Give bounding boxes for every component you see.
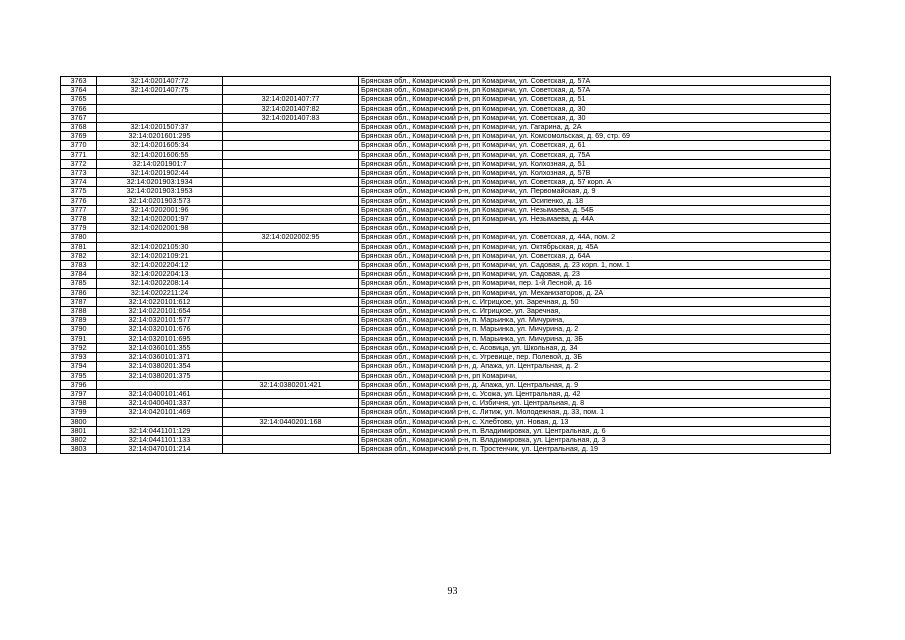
row-number-cell: 3797 <box>61 389 97 398</box>
cadastral-number-cell: 32:14:0400101:461 <box>97 389 223 398</box>
table-row <box>61 435 831 444</box>
cadastral-number-cell: 32:14:0380201:354 <box>97 362 223 371</box>
address-cell: Брянская обл., Комаричский р-н, с. Игрицкое, ул. Заречная, д. 50 <box>359 297 831 306</box>
row-number-cell: 3779 <box>61 224 97 233</box>
cadastral-number-cell: 32:14:0201902:44 <box>97 169 223 178</box>
row-number-cell: 3783 <box>61 261 97 270</box>
address-cell: Брянская обл., Комаричский р-н, рп Комаричи, ул. Советская, д. 57 корп. А <box>359 178 831 187</box>
address-cell: Брянская обл., Комаричский р-н, рп Комаричи, пер. 1-й Лесной, д. 16 <box>359 279 831 288</box>
row-number-cell: 3785 <box>61 279 97 288</box>
cadastral-number-alt-cell <box>223 334 359 343</box>
row-number-cell: 3770 <box>61 141 97 150</box>
row-number-cell: 3764 <box>61 86 97 95</box>
row-number-cell: 3799 <box>61 408 97 417</box>
cadastral-number-alt-cell <box>223 316 359 325</box>
cadastral-number-alt-cell <box>223 187 359 196</box>
address-cell: Брянская обл., Комаричский р-н, рп Комаричи, ул. Советская, д. 61 <box>359 141 831 150</box>
table-row <box>61 445 831 454</box>
address-cell: Брянская обл., Комаричский р-н, рп Комаричи, ул. Незымаева, д. 44А <box>359 215 831 224</box>
cadastral-number-cell: 32:14:0201903:573 <box>97 196 223 205</box>
address-cell: Брянская обл., Комаричский р-н, с. Угревище, пер. Полевой, д. 3Б <box>359 353 831 362</box>
cadastral-number-alt-cell <box>223 132 359 141</box>
row-number-cell: 3784 <box>61 270 97 279</box>
cadastral-number-cell: 32:14:0202109:21 <box>97 251 223 260</box>
cadastral-number-alt-cell <box>223 279 359 288</box>
row-number-cell: 3773 <box>61 169 97 178</box>
address-cell: Брянская обл., Комаричский р-н, рп Комаричи, ул. Осипенко, д. 18 <box>359 196 831 205</box>
table-row <box>61 215 831 224</box>
cadastral-number-alt-cell <box>223 86 359 95</box>
address-cell: Брянская обл., Комаричский р-н, п. Марьинка, ул. Мичурина, д. 2 <box>359 325 831 334</box>
cadastral-number-alt-cell <box>223 288 359 297</box>
table-row <box>61 371 831 380</box>
table-row <box>61 123 831 132</box>
table-row <box>61 270 831 279</box>
cadastral-number-cell <box>97 417 223 426</box>
table-row <box>61 417 831 426</box>
table-row <box>61 261 831 270</box>
cadastral-number-alt-cell <box>223 196 359 205</box>
address-cell: Брянская обл., Комаричский р-н, рп Комаричи, ул. Первомайская, д. 9 <box>359 187 831 196</box>
row-number-cell: 3780 <box>61 233 97 242</box>
cadastral-number-cell: 32:14:0202211:24 <box>97 288 223 297</box>
property-table <box>60 76 831 454</box>
row-number-cell: 3796 <box>61 380 97 389</box>
row-number-cell: 3793 <box>61 353 97 362</box>
table-row <box>61 141 831 150</box>
cadastral-number-cell: 32:14:0420101:469 <box>97 408 223 417</box>
cadastral-number-cell: 32:14:0202204:13 <box>97 270 223 279</box>
table-row <box>61 132 831 141</box>
cadastral-number-alt-cell <box>223 178 359 187</box>
cadastral-number-cell <box>97 113 223 122</box>
table-row <box>61 113 831 122</box>
address-cell: Брянская обл., Комаричский р-н, п. Владимировка, ул. Центральная, д. 6 <box>359 426 831 435</box>
cadastral-number-cell: 32:14:0441101:129 <box>97 426 223 435</box>
cadastral-number-alt-cell <box>223 362 359 371</box>
cadastral-number-cell: 32:14:0441101:133 <box>97 435 223 444</box>
address-cell: Брянская обл., Комаричский р-н, с. Избичня, ул. Центральная, д. 8 <box>359 399 831 408</box>
table-row <box>61 95 831 104</box>
cadastral-number-cell: 32:14:0201606:55 <box>97 150 223 159</box>
address-cell: Брянская обл., Комаричский р-н, д. Апажа, ул. Центральная, д. 9 <box>359 380 831 389</box>
address-cell: Брянская обл., Комаричский р-н, п. Тростенчик, ул. Центральная, д. 19 <box>359 445 831 454</box>
address-cell: Брянская обл., Комаричский р-н, <box>359 224 831 233</box>
row-number-cell: 3795 <box>61 371 97 380</box>
cadastral-number-alt-cell <box>223 297 359 306</box>
table-row <box>61 196 831 205</box>
address-cell: Брянская обл., Комаричский р-н, рп Комаричи, ул. Советская, д. 64А <box>359 251 831 260</box>
cadastral-number-cell: 32:14:0320101:577 <box>97 316 223 325</box>
cadastral-number-cell <box>97 233 223 242</box>
address-cell: Брянская обл., Комаричский р-н, рп Комаричи, ул. Незымаева, д. 54Б <box>359 205 831 214</box>
table-row <box>61 224 831 233</box>
cadastral-number-alt-cell <box>223 426 359 435</box>
row-number-cell: 3763 <box>61 77 97 86</box>
table-row <box>61 242 831 251</box>
row-number-cell: 3774 <box>61 178 97 187</box>
cadastral-number-alt-cell: 32:14:0201407:82 <box>223 104 359 113</box>
address-cell: Брянская обл., Комаричский р-н, п. Марьинка, ул. Мичурина, д. 3Б <box>359 334 831 343</box>
cadastral-number-alt-cell: 32:14:0380201:421 <box>223 380 359 389</box>
table-row <box>61 150 831 159</box>
table-row <box>61 353 831 362</box>
row-number-cell: 3776 <box>61 196 97 205</box>
row-number-cell: 3790 <box>61 325 97 334</box>
cadastral-number-cell: 32:14:0201903:1934 <box>97 178 223 187</box>
table-row <box>61 288 831 297</box>
cadastral-number-cell: 32:14:0201507:37 <box>97 123 223 132</box>
table-row <box>61 297 831 306</box>
cadastral-number-alt-cell <box>223 343 359 352</box>
table-row <box>61 178 831 187</box>
cadastral-number-alt-cell <box>223 307 359 316</box>
table-body <box>61 77 831 454</box>
cadastral-number-alt-cell <box>223 353 359 362</box>
cadastral-number-alt-cell <box>223 435 359 444</box>
address-cell: Брянская обл., Комаричский р-н, рп Комаричи, <box>359 371 831 380</box>
cadastral-number-alt-cell <box>223 159 359 168</box>
table-row <box>61 251 831 260</box>
cadastral-number-cell: 32:14:0202001:98 <box>97 224 223 233</box>
address-cell: Брянская обл., Комаричский р-н, рп Комаричи, ул. Советская, д. 75А <box>359 150 831 159</box>
row-number-cell: 3777 <box>61 205 97 214</box>
row-number-cell: 3775 <box>61 187 97 196</box>
cadastral-number-alt-cell <box>223 399 359 408</box>
row-number-cell: 3794 <box>61 362 97 371</box>
cadastral-number-cell <box>97 380 223 389</box>
row-number-cell: 3769 <box>61 132 97 141</box>
table-row <box>61 399 831 408</box>
row-number-cell: 3801 <box>61 426 97 435</box>
cadastral-number-cell: 32:14:0201407:72 <box>97 77 223 86</box>
address-cell: Брянская обл., Комаричский р-н, с. Усожа, ул. Центральная, д. 42 <box>359 389 831 398</box>
cadastral-number-alt-cell: 32:14:0201407:83 <box>223 113 359 122</box>
cadastral-number-cell <box>97 95 223 104</box>
table-row <box>61 187 831 196</box>
cadastral-number-cell: 32:14:0201903:1953 <box>97 187 223 196</box>
cadastral-number-alt-cell: 32:14:0440201:168 <box>223 417 359 426</box>
address-cell: Брянская обл., Комаричский р-н, п. Владимировка, ул. Центральная, д. 3 <box>359 435 831 444</box>
row-number-cell: 3781 <box>61 242 97 251</box>
address-cell: Брянская обл., Комаричский р-н, рп Комаричи, ул. Колхозная, д. 51 <box>359 159 831 168</box>
cadastral-number-cell: 32:14:0202208:14 <box>97 279 223 288</box>
cadastral-number-cell: 32:14:0201407:75 <box>97 86 223 95</box>
address-cell: Брянская обл., Комаричский р-н, рп Комаричи, ул. Механизаторов, д. 2А <box>359 288 831 297</box>
cadastral-number-cell: 32:14:0380201:375 <box>97 371 223 380</box>
table-row <box>61 77 831 86</box>
table-row <box>61 316 831 325</box>
cadastral-number-cell: 32:14:0201601:295 <box>97 132 223 141</box>
table-row <box>61 362 831 371</box>
cadastral-number-alt-cell <box>223 251 359 260</box>
cadastral-number-cell: 32:14:0201605:34 <box>97 141 223 150</box>
address-cell: Брянская обл., Комаричский р-н, д. Апажа, ул. Центральная, д. 2 <box>359 362 831 371</box>
cadastral-number-alt-cell <box>223 205 359 214</box>
address-cell: Брянская обл., Комаричский р-н, с. Игрицкое, ул. Заречная, <box>359 307 831 316</box>
row-number-cell: 3766 <box>61 104 97 113</box>
address-cell: Брянская обл., Комаричский р-н, с. Асовица, ул. Школьная, д. 34 <box>359 343 831 352</box>
cadastral-number-cell: 32:14:0202105:30 <box>97 242 223 251</box>
cadastral-number-cell: 32:14:0360101:355 <box>97 343 223 352</box>
cadastral-number-alt-cell <box>223 150 359 159</box>
row-number-cell: 3792 <box>61 343 97 352</box>
address-cell: Брянская обл., Комаричский р-н, рп Комаричи, ул. Советская, д. 57А <box>359 86 831 95</box>
cadastral-number-alt-cell: 32:14:0202002:95 <box>223 233 359 242</box>
address-cell: Брянская обл., Комаричский р-н, рп Комаричи, ул. Советская, д. 51 <box>359 95 831 104</box>
cadastral-number-cell: 32:14:0220101:654 <box>97 307 223 316</box>
row-number-cell: 3788 <box>61 307 97 316</box>
cadastral-number-cell: 32:14:0201901:7 <box>97 159 223 168</box>
row-number-cell: 3765 <box>61 95 97 104</box>
cadastral-number-cell: 32:14:0360101:371 <box>97 353 223 362</box>
row-number-cell: 3789 <box>61 316 97 325</box>
cadastral-number-alt-cell <box>223 371 359 380</box>
cadastral-number-cell: 32:14:0202001:97 <box>97 215 223 224</box>
address-cell: Брянская обл., Комаричский р-н, с. Хлебтово, ул. Новая, д. 13 <box>359 417 831 426</box>
table-row <box>61 205 831 214</box>
table-row <box>61 159 831 168</box>
row-number-cell: 3771 <box>61 150 97 159</box>
address-cell: Брянская обл., Комаричский р-н, рп Комаричи, ул. Советская, д. 30 <box>359 113 831 122</box>
address-cell: Брянская обл., Комаричский р-н, рп Комаричи, ул. Октябрьская, д. 45А <box>359 242 831 251</box>
row-number-cell: 3768 <box>61 123 97 132</box>
cadastral-number-cell: 32:14:0470101:214 <box>97 445 223 454</box>
row-number-cell: 3802 <box>61 435 97 444</box>
cadastral-number-alt-cell <box>223 242 359 251</box>
cadastral-number-alt-cell <box>223 261 359 270</box>
cadastral-number-cell: 32:14:0202204:12 <box>97 261 223 270</box>
row-number-cell: 3778 <box>61 215 97 224</box>
address-cell: Брянская обл., Комаричский р-н, рп Комаричи, ул. Комсомольская, д. 69, стр. 69 <box>359 132 831 141</box>
address-cell: Брянская обл., Комаричский р-н, с. Литиж, ул. Молодежная, д. 33, пом. 1 <box>359 408 831 417</box>
table-row <box>61 307 831 316</box>
cadastral-number-cell: 32:14:0320101:676 <box>97 325 223 334</box>
cadastral-number-alt-cell <box>223 408 359 417</box>
cadastral-number-alt-cell <box>223 123 359 132</box>
row-number-cell: 3782 <box>61 251 97 260</box>
table-row <box>61 325 831 334</box>
cadastral-number-cell: 32:14:0220101:612 <box>97 297 223 306</box>
cadastral-number-alt-cell: 32:14:0201407:77 <box>223 95 359 104</box>
table-row <box>61 104 831 113</box>
row-number-cell: 3772 <box>61 159 97 168</box>
row-number-cell: 3798 <box>61 399 97 408</box>
table-row <box>61 86 831 95</box>
cadastral-number-alt-cell <box>223 141 359 150</box>
cadastral-number-alt-cell <box>223 169 359 178</box>
address-cell: Брянская обл., Комаричский р-н, рп Комаричи, ул. Советская, д. 30 <box>359 104 831 113</box>
table-row <box>61 233 831 242</box>
table-row <box>61 408 831 417</box>
cadastral-number-cell: 32:14:0202001:96 <box>97 205 223 214</box>
row-number-cell: 3803 <box>61 445 97 454</box>
address-cell: Брянская обл., Комаричский р-н, рп Комаричи, ул. Садовая, д. 23 <box>359 270 831 279</box>
cadastral-number-alt-cell <box>223 389 359 398</box>
cadastral-number-alt-cell <box>223 325 359 334</box>
table-row <box>61 343 831 352</box>
row-number-cell: 3767 <box>61 113 97 122</box>
row-number-cell: 3787 <box>61 297 97 306</box>
address-cell: Брянская обл., Комаричский р-н, рп Комаричи, ул. Садовая, д. 23 корп. 1, пом. 1 <box>359 261 831 270</box>
table-row <box>61 426 831 435</box>
table-row <box>61 334 831 343</box>
cadastral-number-cell: 32:14:0400401:337 <box>97 399 223 408</box>
table-row <box>61 389 831 398</box>
cadastral-number-alt-cell <box>223 215 359 224</box>
page-number: 93 <box>447 586 458 597</box>
cadastral-number-cell: 32:14:0320101:695 <box>97 334 223 343</box>
cadastral-number-alt-cell <box>223 445 359 454</box>
row-number-cell: 3786 <box>61 288 97 297</box>
cadastral-number-alt-cell <box>223 224 359 233</box>
table-row <box>61 279 831 288</box>
cadastral-number-cell <box>97 104 223 113</box>
address-cell: Брянская обл., Комаричский р-н, рп Комаричи, ул. Советская, д. 57А <box>359 77 831 86</box>
cadastral-number-alt-cell <box>223 77 359 86</box>
row-number-cell: 3791 <box>61 334 97 343</box>
table-row <box>61 169 831 178</box>
table-row <box>61 380 831 389</box>
address-cell: Брянская обл., Комаричский р-н, рп Комаричи, ул. Гагарина, д. 2А <box>359 123 831 132</box>
row-number-cell: 3800 <box>61 417 97 426</box>
address-cell: Брянская обл., Комаричский р-н, рп Комаричи, ул. Колхозная, д. 57В <box>359 169 831 178</box>
cadastral-number-alt-cell <box>223 270 359 279</box>
address-cell: Брянская обл., Комаричский р-н, п. Марьинка, ул. Мичурина, <box>359 316 831 325</box>
address-cell: Брянская обл., Комаричский р-н, рп Комаричи, ул. Советская, д. 44А, пом. 2 <box>359 233 831 242</box>
